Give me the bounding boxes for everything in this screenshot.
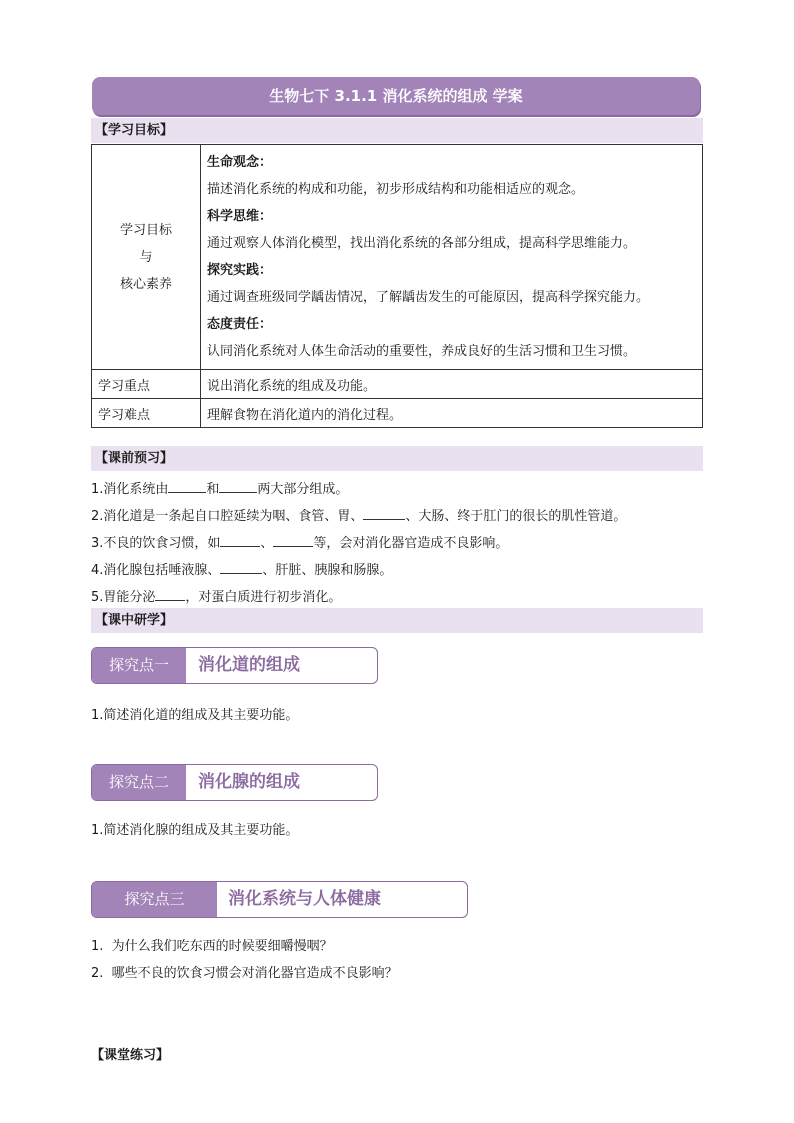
goals-label-line: 与 (139, 249, 153, 265)
answer-blank[interactable] (155, 587, 185, 601)
q3-text-b: 、 (260, 536, 274, 551)
practice-heading: 【课堂练习】 (91, 1048, 170, 1063)
answer-blank[interactable] (220, 533, 260, 547)
goal-heading-practice: 探究实践： (207, 263, 273, 278)
answer-blank[interactable] (363, 506, 405, 520)
difficulty-text: 理解食物在消化道内的消化过程。 (201, 399, 703, 428)
preview-question-1 (91, 478, 348, 497)
inquiry-point-3-question-1: 1. 为什么我们吃东西的时候要细嚼慢咽？ (91, 939, 333, 954)
q3-text-c: 等，会对消化器官造成不良影响。 (313, 536, 509, 551)
preview-question-4 (91, 559, 392, 578)
goal-heading-thinking: 科学思维： (207, 209, 273, 224)
preview-question-3 (91, 532, 508, 551)
q2-text-a: 2.消化道是一条起自口腔延续为咽、食管、胃、 (91, 509, 364, 524)
q2-text-b: 、大肠、终于肛门的很长的肌性管道。 (405, 509, 627, 524)
goals-table (91, 144, 703, 428)
page-title: 生物七下 3.1.1 消化系统的组成 学案 (92, 77, 700, 115)
key-point-row (92, 370, 703, 399)
goal-text-life: 描述消化系统的构成和功能，初步形成结构和功能相适应的观念。 (207, 182, 585, 197)
answer-blank[interactable] (219, 479, 257, 493)
difficulty-row (92, 399, 703, 428)
key-point-label: 学习重点 (92, 370, 201, 399)
answer-blank[interactable] (220, 560, 262, 574)
inquiry-point-2-title: 消化腺的组成 (198, 772, 300, 792)
q1-text-c: 两大部分组成。 (257, 482, 349, 497)
goal-text-thinking: 通过观察人体消化模型，找出消化系统的各部分组成，提高科学思维能力。 (207, 236, 637, 251)
inquiry-point-3-tag (91, 881, 468, 918)
q3-text-a: 3.不良的饮食习惯，如 (91, 536, 221, 551)
inquiry-point-3-title: 消化系统与人体健康 (228, 889, 381, 909)
inquiry-point-3-label: 探究点三 (92, 882, 217, 917)
inquiry-point-2-label: 探究点二 (92, 765, 186, 800)
q4-text-a: 4.消化腺包括唾液腺、 (91, 563, 221, 578)
key-point-text: 说出消化系统的组成及功能。 (201, 370, 703, 399)
goal-text-practice: 通过调查班级同学龋齿情况，了解龋齿发生的可能原因，提高科学探究能力。 (207, 290, 650, 305)
goals-label-cell (92, 145, 201, 370)
difficulty-label: 学习难点 (92, 399, 201, 428)
q5-text-a: 5.胃能分泌 (91, 590, 156, 605)
preview-question-5 (91, 586, 341, 605)
q1-text-a: 1.消化系统由 (91, 482, 169, 497)
study-heading: 【课中研学】 (91, 608, 703, 633)
goals-label-line: 学习目标 (119, 222, 172, 238)
inquiry-point-1-label: 探究点一 (92, 648, 186, 683)
q4-text-b: 、肝脏、胰腺和肠腺。 (262, 563, 393, 578)
inquiry-point-2-tag (91, 764, 378, 801)
goal-heading-attitude: 态度责任： (207, 317, 273, 332)
goals-heading: 【学习目标】 (91, 118, 703, 143)
inquiry-point-1-question: 1.简述消化道的组成及其主要功能。 (91, 708, 299, 723)
goal-heading-life: 生命观念： (207, 155, 273, 170)
inquiry-point-1-title: 消化道的组成 (198, 655, 300, 675)
preview-heading: 【课前预习】 (91, 446, 703, 471)
answer-blank[interactable] (273, 533, 313, 547)
inquiry-point-2-question: 1.简述消化腺的组成及其主要功能。 (91, 823, 299, 838)
goals-row (92, 145, 703, 370)
q5-text-b: ，对蛋白质进行初步消化。 (185, 590, 342, 605)
goal-text-attitude: 认同消化系统对人体生命活动的重要性，养成良好的生活习惯和卫生习惯。 (207, 344, 637, 359)
preview-question-2 (91, 505, 626, 524)
goals-label-line: 核心素养 (119, 276, 172, 292)
q1-text-b: 和 (206, 482, 220, 497)
inquiry-point-1-tag (91, 647, 378, 684)
answer-blank[interactable] (168, 479, 206, 493)
goals-content-cell (201, 145, 703, 370)
inquiry-point-3-question-2: 2. 哪些不良的饮食习惯会对消化器官造成不良影响？ (91, 966, 398, 981)
